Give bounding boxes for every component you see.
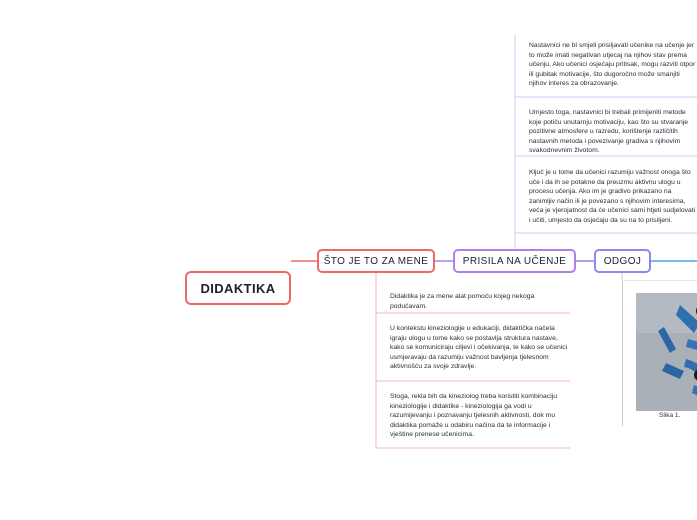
photo-illustration [636, 293, 697, 411]
topic-sto-je-to-za-mene[interactable]: ŠTO JE TO ZA MENE [317, 249, 435, 273]
topic-odgoj[interactable]: ODGOJ [594, 249, 651, 273]
central-topic[interactable]: DIDAKTIKA [185, 271, 291, 305]
image-caption: Slika 1. [659, 412, 681, 419]
note-sto-je-2[interactable]: U kontekstu kineziologije u edukaciji, didaktička načela igraju ulogu u tome kako se postavlja struktura nastave, kako se komuniciraju ciljevi i očekivanja, te kako se učenici usmjeravaju da razumiju važnost bavljenja tjelesnom aktivnošću za svoje zdravlje. [390, 325, 568, 371]
odgoj-photo [636, 293, 697, 411]
note-prisila-3[interactable]: Ključ je u tome da učenici razumiju važnost onoga što uče i da ih se potakne da preuzmu aktivnu ulogu u procesu učenja. Ako im je gradivo prikazano na zanimljiv način ili je povezano s njihovim interesima, veća je vjerojatnost da će učenici sami htjeti sudjelovati i učiti, umjesto da osjećaju da su na to prisiljeni. [529, 169, 696, 224]
odgoj-image-card[interactable] [622, 280, 697, 426]
note-prisila-2[interactable]: Umjesto toga, nastavnici bi trebali primijeniti metode koje potiču unutarnju motivaciju, kao što su stvaranje pozitivne atmosfere u razredu, korištenje različitih nastavnih metoda i povezivanje gradiva s njihovim svakodnevnim životom. [529, 109, 689, 155]
note-prisila-1[interactable]: Nastavnici ne bi smjeli prisiljavati učenike na učenje jer to može imati negativan utjecaj na njihov stav prema učenju. Ako učenici osjećaju pritisak, mogu razviti otpor ili gubitak motivacije, što dugoročno može smanjiti njihov interes za obrazovanje. [529, 42, 696, 88]
topic-prisila-na-ucenje[interactable]: PRISILA NA UČENJE [453, 249, 576, 273]
note-sto-je-1[interactable]: Didaktika je za mene alat pomoću kojeg nekoga podučavam. [390, 293, 535, 310]
note-sto-je-3[interactable]: Stoga, rekla bih da kineziolog treba koristiti kombinaciju kineziologije i didaktike - kineziologija ga vodi u razumijevanju i poznavanju tjelesnih aktivnosti, dok mu didaktika pomaže u odabiru načina da te informacije i vještine prenese učenicima. [390, 393, 557, 439]
